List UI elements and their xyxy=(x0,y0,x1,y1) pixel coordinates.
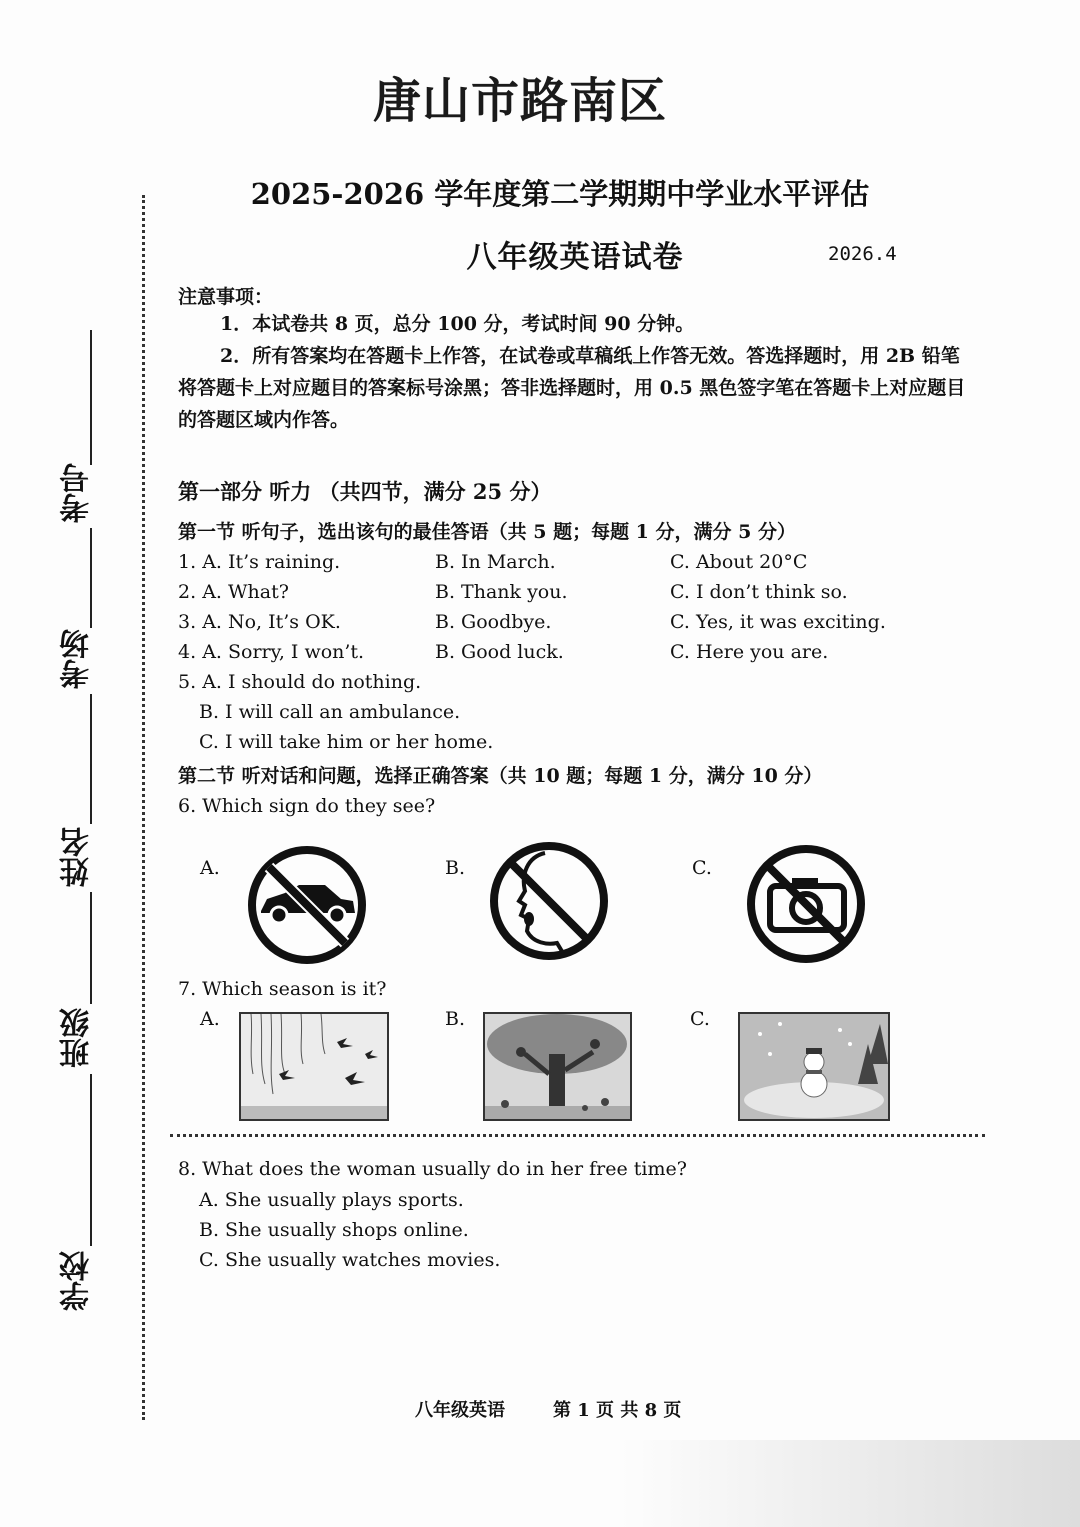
question-number: 2. xyxy=(178,581,197,603)
footer-page-number: 第 1 页 共 8 页 xyxy=(553,1400,682,1421)
q3-option-b: B. Goodbye. xyxy=(435,611,552,633)
q8-option-a: A. She usually plays sports. xyxy=(199,1189,464,1211)
binding-line xyxy=(142,195,145,1420)
q6-label-b: B. xyxy=(445,857,466,879)
section2-title: 第二节 听对话和问题，选择正确答案（共 10 题；每题 1 分，满分 10 分） xyxy=(178,765,823,787)
notice-item-2: 2．所有答案均在答题卡上作答，在试卷或草稿纸上作答无效。答选择题时，用 2B 铅笔将答题卡上对应题目的答案标号涂黑；答非选择题时，用 0.5 黑色签字笔在答题卡上对应题目的答题区域内作答。 xyxy=(178,345,966,431)
part1-title: 第一部分 听力 （共四节，满分 25 分） xyxy=(178,479,552,504)
question-8: 8. What does the woman usually do in her free time? xyxy=(178,1158,687,1180)
paper-title: 八年级英语试卷 xyxy=(466,240,684,275)
question-number: 1. xyxy=(178,551,197,573)
field-line-class xyxy=(90,892,92,1004)
option-a: A. Sorry, I won’t. xyxy=(202,641,365,663)
notice-heading: 注意事项： xyxy=(178,286,274,308)
q1-option-b: B. In March. xyxy=(435,551,556,573)
option-a: A. What? xyxy=(202,581,289,603)
q1-option-c: C. About 20°C xyxy=(670,551,808,573)
spring-picture xyxy=(239,1012,389,1121)
field-line-exam-room xyxy=(90,528,92,628)
question-number: 5. xyxy=(178,671,197,693)
q5-option-b: B. I will call an ambulance. xyxy=(199,701,461,723)
question-2 xyxy=(178,581,289,603)
autumn-picture xyxy=(483,1012,632,1121)
question-number: 4. xyxy=(178,641,197,663)
watermark-overlay xyxy=(620,1440,1080,1527)
question-number: 3. xyxy=(178,611,197,633)
question-6: 6. Which sign do they see? xyxy=(178,795,436,817)
field-name: 姓名 xyxy=(60,827,95,887)
q4-option-b: B. Good luck. xyxy=(435,641,564,663)
notice-item-1: 1．本试卷共 8 页，总分 100 分，考试时间 90 分钟。 xyxy=(220,313,695,335)
field-class: 班级 xyxy=(60,1008,95,1068)
option-a: A. No, It’s OK. xyxy=(202,611,341,633)
q4-option-c: C. Here you are. xyxy=(670,641,829,663)
no-cars-sign-icon xyxy=(245,843,369,967)
q2-option-b: B. Thank you. xyxy=(435,581,568,603)
q5-option-c: C. I will take him or her home. xyxy=(199,731,494,753)
q2-option-c: C. I don’t think so. xyxy=(670,581,848,603)
q7-label-b: B. xyxy=(445,1008,466,1030)
no-photos-sign-icon xyxy=(744,842,868,966)
no-shouting-sign-icon xyxy=(487,839,611,963)
q6-label-a: A. xyxy=(200,857,220,879)
field-line-name xyxy=(90,694,92,824)
option-a: A. It’s raining. xyxy=(202,551,341,573)
q7-label-a: A. xyxy=(200,1008,220,1030)
question-5 xyxy=(178,671,421,693)
field-exam-number: 考号 xyxy=(60,463,95,523)
option-a: A. I should do nothing. xyxy=(202,671,422,693)
question-1 xyxy=(178,551,340,573)
field-line-exam-number xyxy=(90,330,92,465)
field-school: 学校 xyxy=(60,1251,95,1311)
exam-subtitle: 2025-2026 学年度第二学期期中学业水平评估 xyxy=(250,177,870,211)
winter-picture xyxy=(738,1012,890,1121)
question-3 xyxy=(178,611,341,633)
q8-option-c: C. She usually watches movies. xyxy=(199,1249,501,1271)
q8-option-b: B. She usually shops online. xyxy=(199,1219,469,1241)
section1-title: 第一节 听句子，选出该句的最佳答语（共 5 题；每题 1 分，满分 5 分） xyxy=(178,521,796,543)
footer-subject: 八年级英语 xyxy=(415,1400,505,1421)
q7-label-c: C. xyxy=(690,1008,710,1030)
field-line-school xyxy=(90,1074,92,1246)
question-7: 7. Which season is it? xyxy=(178,978,387,1000)
field-exam-room: 考场 xyxy=(60,629,95,689)
q3-option-c: C. Yes, it was exciting. xyxy=(670,611,886,633)
cut-line xyxy=(170,1134,985,1137)
exam-date: 2026.4 xyxy=(828,243,897,265)
district-title: 唐山市路南区 xyxy=(372,73,667,129)
question-4 xyxy=(178,641,364,663)
q6-label-c: C. xyxy=(692,857,712,879)
